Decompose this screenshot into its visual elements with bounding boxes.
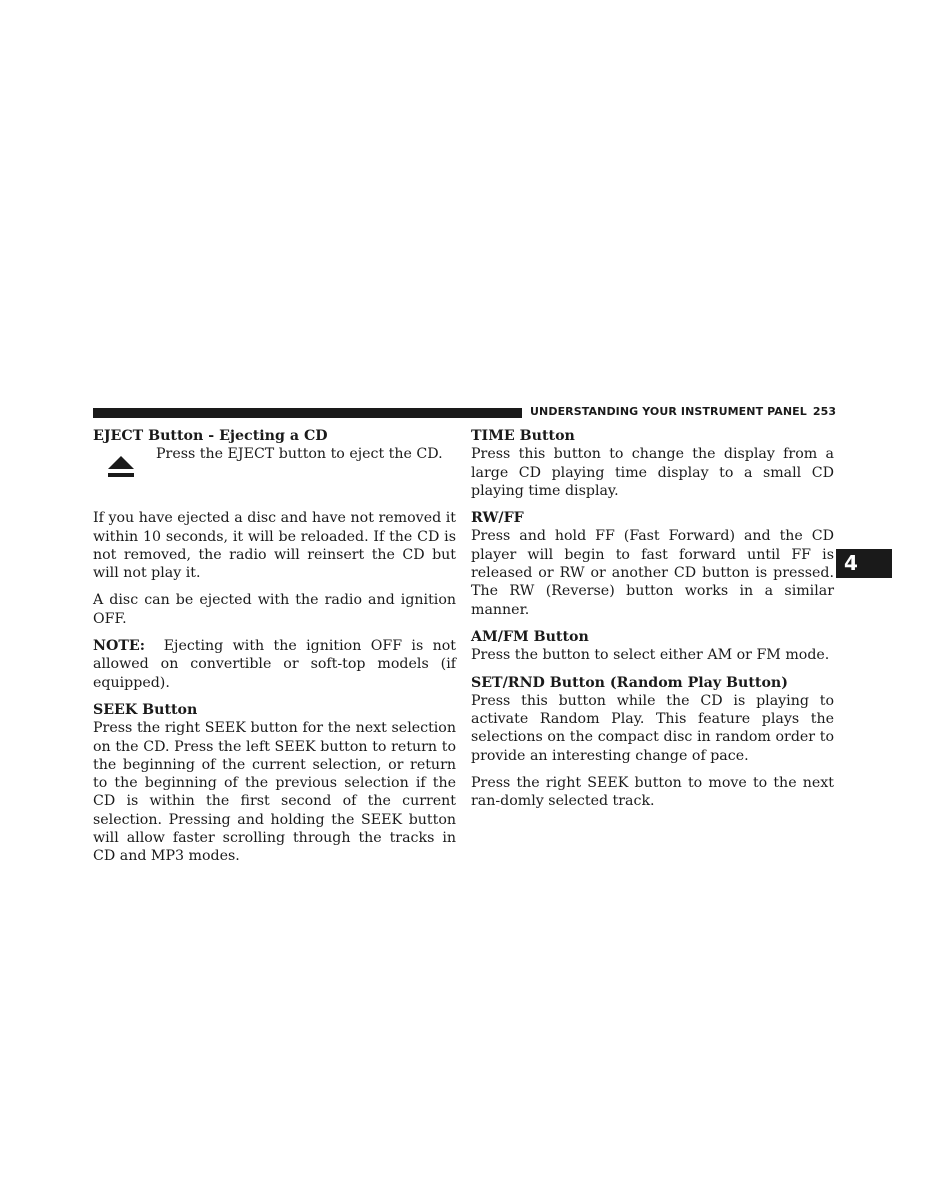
- eject-heading: EJECT Button - Ejecting a CD: [93, 428, 328, 444]
- running-header: [530, 405, 835, 418]
- rwff-paragraph: Press and hold FF (Fast Forward) and the CD player will begin to fast forward until FF is released or RW or another CD button is pressed. The RW (Reverse) button works in a similar manner.: [471, 528, 834, 618]
- eject-icon-row: [93, 445, 456, 509]
- setrnd-paragraph-2: Press the right SEEK button to move to the next ran-domly selected track.: [471, 775, 834, 810]
- time-paragraph: Press this button to change the display from a large CD playing time display to a small CD playing time display.: [471, 446, 834, 499]
- note-text: Ejecting with the ignition OFF is not allowed on convertible or soft-top models (if equipped).: [93, 638, 456, 691]
- amfm-paragraph: Press the button to select either AM or FM mode.: [471, 647, 830, 664]
- eject-icon: [107, 455, 135, 479]
- eject-paragraph-2: A disc can be ejected with the radio and ignition OFF.: [93, 592, 456, 627]
- amfm-heading: AM/FM Button: [471, 628, 589, 645]
- right-column: [471, 427, 834, 811]
- time-heading: TIME Button: [471, 428, 575, 444]
- left-column: [93, 427, 456, 866]
- header-rule: [93, 408, 522, 418]
- setrnd-heading: SET/RND Button (Random Play Button): [471, 674, 788, 691]
- setrnd-paragraph-1: Press this button while the CD is playing to activate Random Play. This feature plays the selections on the compact disc in random order to provide an interesting change of pace.: [471, 692, 834, 764]
- eject-icon-text: Press the EJECT button to eject the CD.: [156, 446, 443, 463]
- page-number: 253: [812, 405, 837, 418]
- rwff-heading: RW/FF: [471, 510, 524, 527]
- seek-heading: SEEK Button: [93, 701, 198, 718]
- note-label: NOTE:: [93, 638, 145, 655]
- seek-paragraph: Press the right SEEK button for the next selection on the CD. Press the left SEEK button to return to the beginning of the current selection, or return to the beginning of the previous selection if the CD is within the first second of the current selection. Pressing and holding the SEEK button will allow faster scrolling through the tracks in CD and MP3 modes.: [93, 720, 456, 865]
- eject-paragraph-1: If you have ejected a disc and have not removed it within 10 seconds, it will be reloaded. If the CD is not removed, the radio will reinsert the CD but will not play it.: [93, 510, 456, 582]
- eject-note: [93, 637, 456, 692]
- section-title: UNDERSTANDING YOUR INSTRUMENT PANEL: [530, 405, 807, 418]
- chapter-tab: 4: [836, 549, 892, 578]
